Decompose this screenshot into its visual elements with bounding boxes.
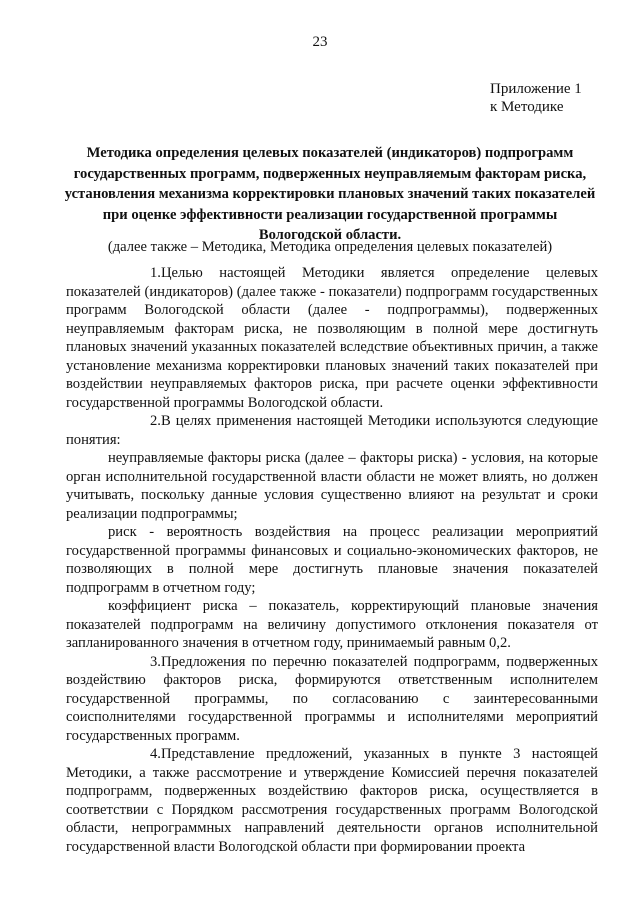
paragraph-text: коэффициент риска – показатель, корректирующий плановые значения показателей подпрограмм на величину допустимого отклонения показателя от запланированного значения в отчетном году, принимаемый равным 0,2.: [66, 598, 598, 651]
definition-risk-coefficient: [66, 597, 598, 653]
paragraph-4: [66, 745, 598, 856]
document-body: [66, 264, 598, 856]
paragraph-text: Предложения по перечню показателей подпрограмм, подверженных воздействию факторов риска, формируются ответственным исполнителем государственной программы, по согласованию с заинтересованными соисполнителями государственной программы и исполнителями мероприятий государственных программ.: [66, 653, 598, 744]
paragraph-2: [66, 412, 598, 449]
appendix-line-1: Приложение 1: [490, 81, 582, 97]
document-subtitle: (далее также – Методика, Методика определения целевых показателей): [107, 239, 553, 255]
paragraph-text: Представление предложений, указанных в пункте 3 настоящей Методики, а также рассмотрение и утверждение Комиссией перечня показателей подпрограмм, подверженных воздействию факторов риска, осуществляется в соответствии с Порядком рассмотрения государственных программ Вологодской области, непрограммных направлений деятельности органов исполнительной государственной власти Вологодской области при формировании проекта: [66, 746, 598, 855]
paragraph-number: 4.: [150, 746, 161, 762]
paragraph-text: риск - вероятность воздействия на процесс реализации мероприятий государственной программы финансовых и социально-экономических факторов, не позволяющих в полной мере достигнуть плановые значения показателей подпрограмм в отчетном году;: [66, 524, 598, 596]
paragraph-text: Целью настоящей Методики является определение целевых показателей (индикаторов) (далее также - показатели) подпрограмм государственных программ Вологодской области (далее - подпрограммы), подверженных неуправляемым факторам риска, не позволяющим в полной мере достигнуть плановых значений указанных показателей вследствие объективных причин, а также установление механизма корректировки плановых значений таких показателей при воздействии неуправляемых факторов риска, при расчете оценки эффективности государственной программы Вологодской области.: [66, 265, 598, 411]
paragraph-number: 1.: [150, 265, 161, 281]
definition-risk: [66, 523, 598, 597]
paragraph-text: неуправляемые факторы риска (далее – факторы риска) - условия, на которые орган исполнительной государственной власти области не может влиять, но должен учитывать, поскольку данные условия существенно влияют на результат и сроки реализации подпрограммы;: [66, 450, 598, 522]
paragraph-3: [66, 653, 598, 746]
definition-risk-factors: [66, 449, 598, 523]
paragraph-1: [66, 264, 598, 412]
appendix-reference: [490, 80, 582, 116]
paragraph-number: 2.: [150, 413, 161, 429]
paragraph-text: В целях применения настоящей Методики используются следующие понятия:: [66, 413, 598, 448]
appendix-line-2: к Методике: [490, 99, 564, 115]
paragraph-number: 3.: [150, 653, 161, 670]
document-title: Методика определения целевых показателей (индикаторов) подпрограмм государственных программ, подверженных неуправляемым факторам риска, установления механизма корректировки плановых значений таких показателей при оценке эффективности реализации государственной программы Вологодской области.: [64, 145, 596, 243]
page-number: 23: [312, 34, 328, 50]
